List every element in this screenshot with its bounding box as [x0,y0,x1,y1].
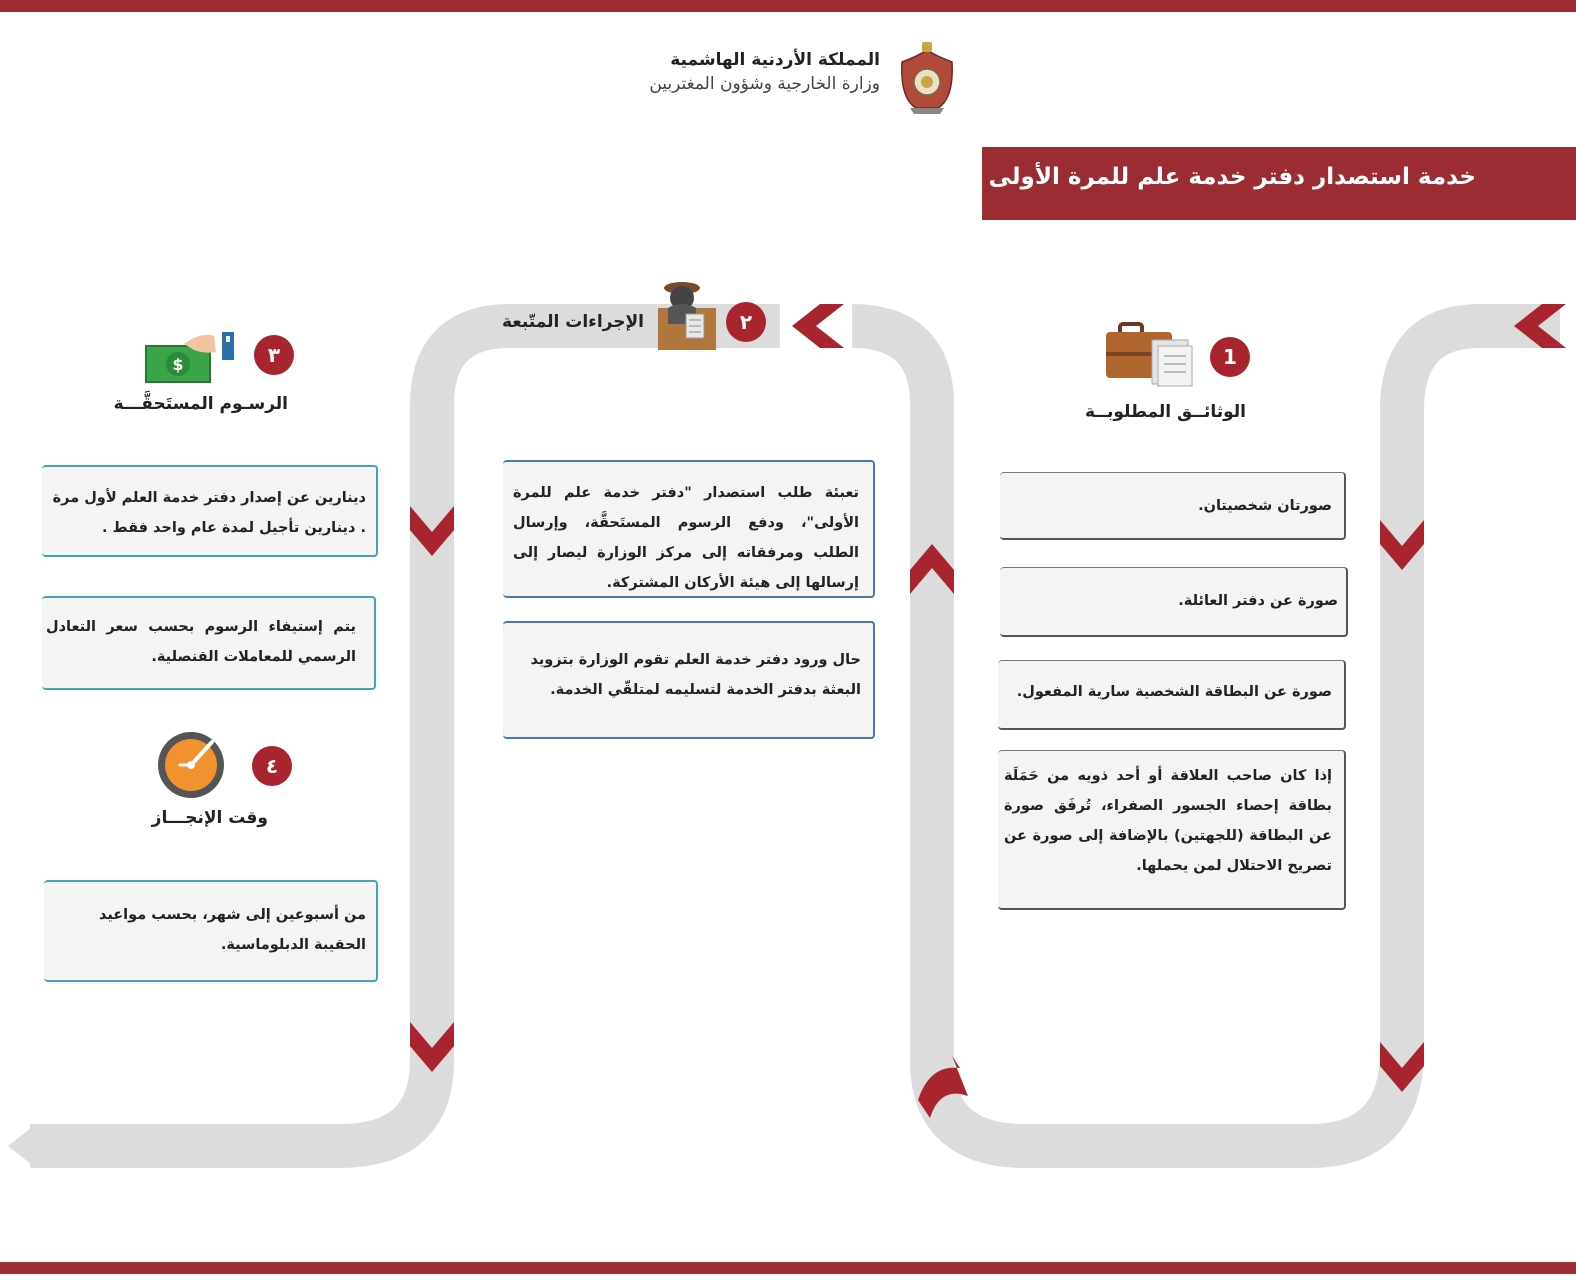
card-personal-photos [1000,472,1346,540]
card-text: إذا كان صاحب العلاقة أو أحد ذويه من حَمَلَة بطاقة إحصاء الجسور الصفراء، تُرفَق صورة عن البطاقة (للجهتين) بالإضافة إلى صورة عن تصريح الاحتلال لمن يحملها. [1004,768,1332,874]
step-number-1: 1 [1210,337,1250,377]
ministry-name: وزارة الخارجية وشؤون المغتربين [649,74,880,94]
card-text: دينارين عن إصدار دفتر خدمة العلم لأول مرة . دينارين تأجيل لمدة عام واحد فقط . [52,490,366,536]
card-family-book [1000,567,1348,637]
clock-icon [156,730,226,800]
card-text: صورة عن البطاقة الشخصية سارية المفعول. [1016,684,1332,700]
step-title-fees: الرسـوم المستَحقَّـــة [113,394,288,414]
track-end-point [8,1124,36,1168]
card-submit-application [503,460,875,598]
chevron-left-icon [792,304,844,348]
step-title-duration: وقت الإنجـــاز [151,808,268,828]
card-text: حال ورود دفتر خدمة العلم تقوم الوزارة بتزويد البعثة بدفتر الخدمة لتسليمه لمتلقّي الخدمة. [530,652,861,698]
card-duration [44,880,378,982]
card-fee-amount [42,465,378,557]
person-desk-icon [656,280,718,352]
card-exchange-rate [42,596,376,690]
card-text: من أسبوعين إلى شهر، بحسب مواعيد الحقيبة الدبلوماسية. [98,907,366,953]
step-number-4: ٤ [252,746,292,786]
kingdom-name: المملكة الأردنية الهاشمية [670,50,880,70]
card-delivery [503,621,875,739]
step-title-procedures: الإجراءات المتّبعة [501,312,644,332]
track-col1 [852,326,1560,1146]
coat-of-arms-icon [896,38,958,114]
card-bridge-card [998,750,1346,910]
card-id-card [998,660,1346,730]
card-text: صورتان شخصيتان. [1198,498,1332,514]
ministry-header [649,50,880,94]
service-title: خدمة استصدار دفتر خدمة علم للمرة الأولى [982,147,1576,220]
svg-text:$: $ [172,355,184,374]
card-text: يتم إستيفاء الرسوم بحسب سعر التعادل الرسمي للمعاملات القنصلية. [46,619,356,665]
briefcase-documents-icon [1104,322,1196,388]
money-hand-icon [144,330,238,388]
step-number-2: ٢ [726,302,766,342]
step-number-3: ٣ [254,335,294,375]
card-text: تعبئة طلب استصدار "دفتر خدمة علم للمرة الأولى"، ودفع الرسوم المستَحقَّة، وإرسال الطلب ومرفقاته إلى مركز الوزارة ليصار إلى إرسالها إلى هيئة الأركان المشتركة. [513,485,859,591]
card-text: صورة عن دفتر العائلة. [1178,593,1338,609]
step-title-documents: الوثائــق المطلوبــة [1085,402,1246,422]
